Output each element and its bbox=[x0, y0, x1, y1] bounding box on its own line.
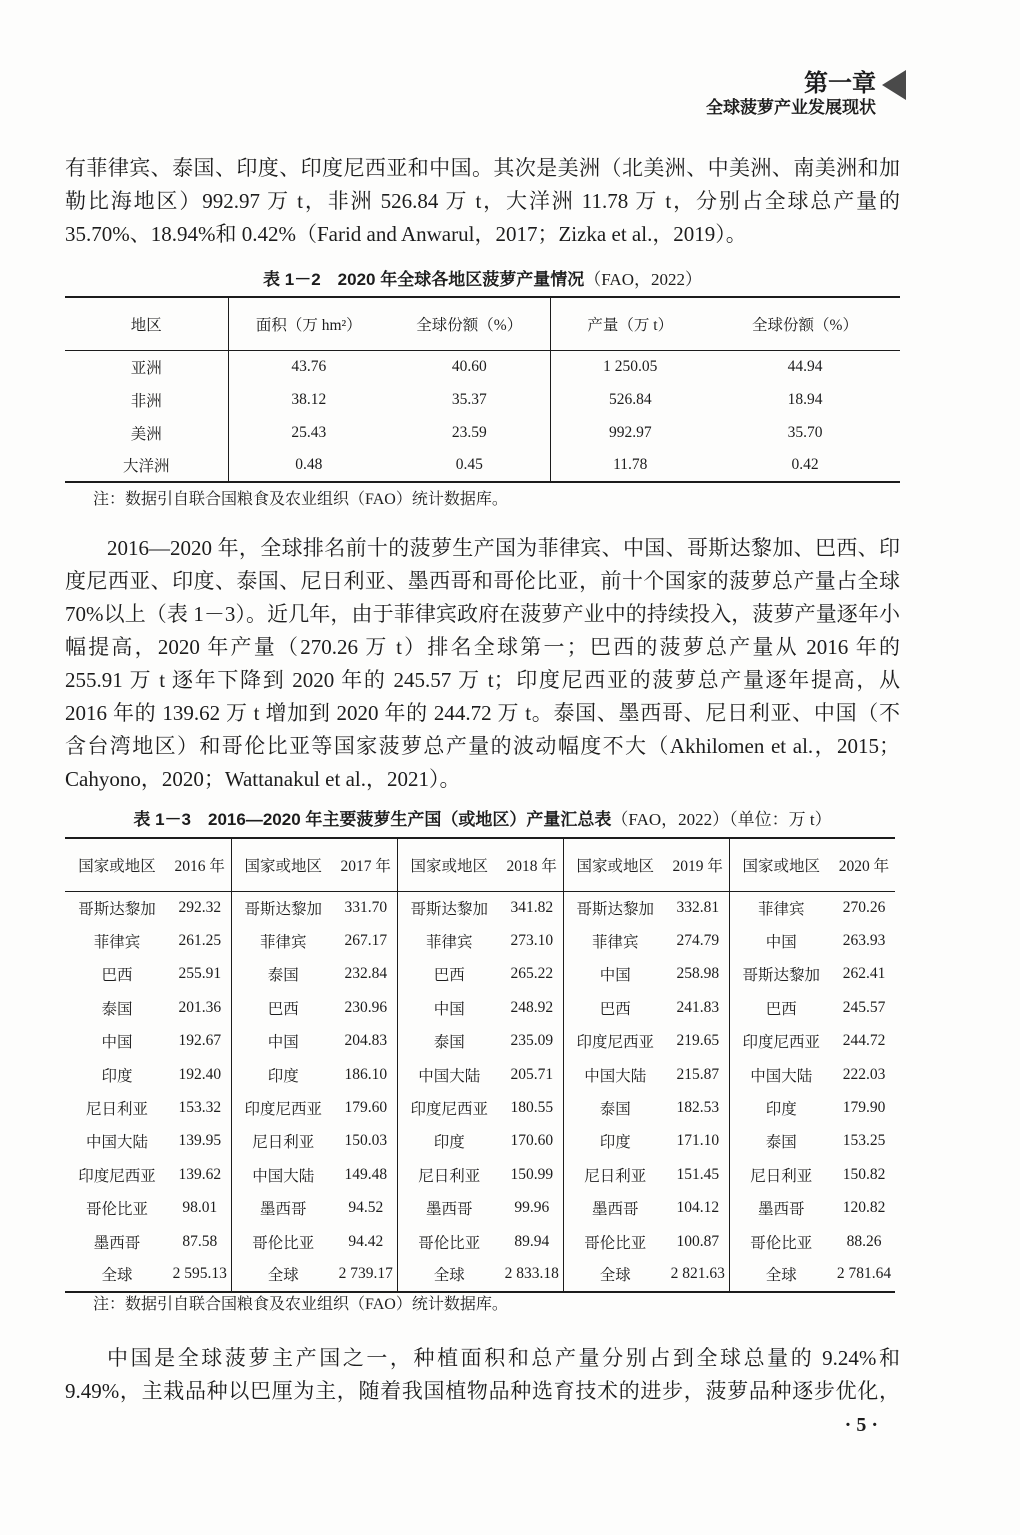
value-cell: 120.82 bbox=[842, 1199, 886, 1217]
value-cell: 179.90 bbox=[842, 1099, 886, 1117]
column-header: 2019 年 bbox=[667, 838, 729, 891]
value-cell: 230.96 bbox=[335, 991, 397, 1024]
table-head bbox=[65, 297, 900, 350]
table-body bbox=[65, 350, 900, 482]
table-row bbox=[65, 1125, 895, 1158]
region-cell: 哥斯达黎加 bbox=[244, 900, 322, 918]
column-header: 地区 bbox=[65, 297, 228, 350]
region-cell: 印度 bbox=[433, 1134, 465, 1152]
value-cell: 2 595.13 bbox=[169, 1258, 231, 1291]
table-1-3 bbox=[65, 837, 895, 1293]
text-line: 有菲律宾、泰国、印度、印度尼西亚和中国。其次是美洲（北美洲、中美洲、南美洲和加 bbox=[65, 156, 900, 180]
paragraph-3 bbox=[65, 1342, 900, 1408]
region-cell: 中国 bbox=[599, 967, 631, 985]
value-cell: 25.43 bbox=[291, 423, 327, 441]
table-row bbox=[65, 350, 900, 383]
table-1-3-note: 注：数据引自联合国粮食及农业组织（FAO）统计数据库。 bbox=[93, 1296, 508, 1313]
value-cell: 204.83 bbox=[335, 1025, 397, 1058]
region-cell: 哥伦比亚 bbox=[584, 1234, 647, 1252]
table-row bbox=[65, 1258, 895, 1291]
region-cell: 哥伦比亚 bbox=[85, 1201, 148, 1219]
region-cell: 尼日利亚 bbox=[418, 1167, 481, 1185]
region-cell: 中国大陆 bbox=[418, 1067, 481, 1085]
column-header: 全球份额（%） bbox=[389, 297, 550, 350]
value-cell: 171.10 bbox=[667, 1125, 729, 1158]
region-cell: 墨西哥 bbox=[425, 1201, 473, 1219]
value-cell: 88.26 bbox=[846, 1232, 882, 1250]
table-row bbox=[65, 416, 900, 449]
region-cell: 全球 bbox=[765, 1267, 797, 1285]
text-line: 2016 年的 139.62 万 t 增加到 2020 年的 244.72 万 t。泰国、墨西哥、尼日利亚、中国（不 bbox=[65, 701, 900, 725]
value-cell: 241.83 bbox=[667, 991, 729, 1024]
value-cell: 11.78 bbox=[613, 456, 648, 473]
text-line: Cahyono，2020；Wattanakul et al.，2021）。 bbox=[65, 767, 461, 791]
region-cell: 印度尼西亚 bbox=[576, 1034, 654, 1052]
value-cell: 255.91 bbox=[169, 958, 231, 991]
region-cell: 墨西哥 bbox=[93, 1234, 141, 1252]
value-cell: 151.45 bbox=[667, 1158, 729, 1191]
value-cell: 89.94 bbox=[501, 1225, 563, 1258]
text-line: 中国是全球菠萝主产国之一，种植面积和总产量分别占到全球总量的 9.24%和 bbox=[107, 1346, 900, 1370]
value-cell: 150.99 bbox=[501, 1158, 563, 1191]
value-cell: 1 250.05 bbox=[603, 357, 658, 375]
table-row bbox=[65, 991, 895, 1024]
region-cell: 巴西 bbox=[101, 967, 133, 985]
region-cell: 哥伦比亚 bbox=[750, 1234, 813, 1252]
value-cell: 38.12 bbox=[291, 390, 327, 408]
value-cell: 150.03 bbox=[335, 1125, 397, 1158]
table-row bbox=[65, 958, 895, 991]
chapter-label: 第一章 bbox=[804, 70, 876, 97]
region-cell: 泰国 bbox=[433, 1034, 465, 1052]
caption-title: 表 1－2 2020 年全球各地区菠萝产量情况 bbox=[263, 270, 585, 289]
column-header: 产量（万 t） bbox=[550, 297, 710, 350]
value-cell: 153.32 bbox=[169, 1091, 231, 1124]
header-row bbox=[65, 838, 895, 891]
value-cell: 170.60 bbox=[501, 1125, 563, 1158]
table-row bbox=[65, 1158, 895, 1191]
region-cell: 墨西哥 bbox=[591, 1201, 639, 1219]
region-cell: 中国 bbox=[765, 934, 797, 952]
region-cell: 印度 bbox=[101, 1067, 133, 1085]
region-cell: 墨西哥 bbox=[757, 1201, 805, 1219]
table-body bbox=[65, 891, 895, 1292]
region-cell: 印度尼西亚 bbox=[410, 1101, 488, 1119]
region-cell: 巴西 bbox=[267, 1000, 299, 1018]
value-cell: 98.01 bbox=[169, 1192, 231, 1225]
region-cell: 美洲 bbox=[65, 416, 228, 449]
paragraph-1 bbox=[65, 152, 900, 251]
region-cell: 印度 bbox=[765, 1101, 797, 1119]
table-1-2-caption bbox=[65, 269, 900, 291]
value-cell: 87.58 bbox=[169, 1225, 231, 1258]
value-cell: 94.52 bbox=[335, 1192, 397, 1225]
region-cell: 哥斯达黎加 bbox=[742, 967, 820, 985]
region-cell: 菲律宾 bbox=[757, 900, 805, 918]
table-row bbox=[65, 449, 900, 482]
text-line: 255.91 万 t 逐年下降到 2020 年的 245.57 万 t；印度尼西亚的菠萝总产量逐年提高，从 bbox=[65, 668, 900, 692]
value-cell: 248.92 bbox=[501, 991, 563, 1024]
value-cell: 2 781.64 bbox=[836, 1265, 892, 1283]
value-cell: 18.94 bbox=[787, 390, 823, 408]
table-row bbox=[65, 924, 895, 957]
region-cell: 全球 bbox=[101, 1267, 133, 1285]
region-cell: 中国大陆 bbox=[252, 1167, 315, 1185]
table-1-2 bbox=[65, 296, 900, 483]
value-cell: 99.96 bbox=[501, 1192, 563, 1225]
value-cell: 2 821.63 bbox=[667, 1258, 729, 1291]
table-row bbox=[65, 1192, 895, 1225]
region-cell: 哥斯达黎加 bbox=[78, 900, 156, 918]
caption-source: （FAO，2022） bbox=[584, 270, 702, 289]
column-header: 2017 年 bbox=[335, 838, 397, 891]
region-cell: 菲律宾 bbox=[259, 934, 307, 952]
region-cell: 哥伦比亚 bbox=[252, 1234, 315, 1252]
value-cell: 139.95 bbox=[169, 1125, 231, 1158]
value-cell: 180.55 bbox=[501, 1091, 563, 1124]
value-cell: 150.82 bbox=[842, 1165, 886, 1183]
value-cell: 262.41 bbox=[842, 965, 886, 983]
text-line: 勒比海地区）992.97 万 t，非洲 526.84 万 t，大洋洲 11.78 万 t，分别占全球总产量的 bbox=[65, 189, 900, 213]
value-cell: 100.87 bbox=[667, 1225, 729, 1258]
region-cell: 泰国 bbox=[267, 967, 299, 985]
table-row bbox=[65, 383, 900, 416]
region-cell: 巴西 bbox=[433, 967, 465, 985]
value-cell: 201.36 bbox=[169, 991, 231, 1024]
value-cell: 182.53 bbox=[667, 1091, 729, 1124]
column-header: 国家或地区 bbox=[65, 838, 169, 891]
text-line: 9.49%，主栽品种以巴厘为主，随着我国植物品种选育技术的进步，菠萝品种逐步优化， bbox=[65, 1379, 900, 1403]
region-cell: 大洋洲 bbox=[65, 449, 228, 482]
region-cell: 巴西 bbox=[599, 1000, 631, 1018]
region-cell: 中国大陆 bbox=[85, 1134, 148, 1152]
region-cell: 泰国 bbox=[101, 1000, 133, 1018]
value-cell: 244.72 bbox=[842, 1032, 886, 1050]
text-line: 70%以上（表 1－3）。近几年，由于菲律宾政府在菠萝产业中的持续投入，菠萝产量逐年小 bbox=[65, 602, 900, 626]
region-cell: 印度尼西亚 bbox=[742, 1034, 820, 1052]
region-cell: 中国大陆 bbox=[750, 1067, 813, 1085]
region-cell: 巴西 bbox=[765, 1000, 797, 1018]
text-line: 幅提高，2020 年产量（270.26 万 t）排名全球第一；巴西的菠萝总产量从 2016 年的 bbox=[65, 635, 900, 659]
value-cell: 139.62 bbox=[169, 1158, 231, 1191]
value-cell: 263.93 bbox=[842, 932, 886, 950]
value-cell: 332.81 bbox=[667, 891, 729, 924]
value-cell: 219.65 bbox=[667, 1025, 729, 1058]
paragraph-2 bbox=[65, 532, 900, 796]
value-cell: 273.10 bbox=[501, 924, 563, 957]
value-cell: 331.70 bbox=[335, 891, 397, 924]
text-line: 度尼西亚、印度、泰国、尼日利亚、墨西哥和哥伦比亚，前十个国家的菠萝总产量占全球 bbox=[65, 569, 900, 593]
region-cell: 非洲 bbox=[65, 383, 228, 416]
region-cell: 菲律宾 bbox=[591, 934, 639, 952]
value-cell: 274.79 bbox=[667, 924, 729, 957]
header-row bbox=[65, 297, 900, 350]
value-cell: 94.42 bbox=[335, 1225, 397, 1258]
region-cell: 泰国 bbox=[599, 1101, 631, 1119]
table-row bbox=[65, 1058, 895, 1091]
table-row bbox=[65, 1025, 895, 1058]
column-header: 国家或地区 bbox=[397, 838, 501, 891]
column-header: 2016 年 bbox=[169, 838, 231, 891]
region-cell: 全球 bbox=[599, 1267, 631, 1285]
region-cell: 哥斯达黎加 bbox=[576, 900, 654, 918]
region-cell: 印度 bbox=[267, 1067, 299, 1085]
value-cell: 153.25 bbox=[842, 1132, 886, 1150]
value-cell: 341.82 bbox=[501, 891, 563, 924]
column-header: 国家或地区 bbox=[729, 838, 833, 891]
column-header: 2018 年 bbox=[501, 838, 563, 891]
value-cell: 186.10 bbox=[335, 1058, 397, 1091]
region-cell: 哥伦比亚 bbox=[418, 1234, 481, 1252]
value-cell: 35.70 bbox=[787, 423, 823, 441]
region-cell: 印度尼西亚 bbox=[78, 1167, 156, 1185]
region-cell: 哥斯达黎加 bbox=[410, 900, 488, 918]
value-cell: 40.60 bbox=[389, 350, 550, 383]
value-cell: 179.60 bbox=[335, 1091, 397, 1124]
value-cell: 245.57 bbox=[842, 998, 886, 1016]
region-cell: 尼日利亚 bbox=[584, 1167, 647, 1185]
value-cell: 0.42 bbox=[791, 456, 819, 473]
value-cell: 43.76 bbox=[291, 357, 327, 375]
value-cell: 104.12 bbox=[667, 1192, 729, 1225]
caption-source: （FAO，2022）（单位：万 t） bbox=[611, 810, 832, 829]
value-cell: 292.32 bbox=[169, 891, 231, 924]
region-cell: 菲律宾 bbox=[425, 934, 473, 952]
region-cell: 尼日利亚 bbox=[252, 1134, 315, 1152]
region-cell: 亚洲 bbox=[65, 350, 228, 383]
value-cell: 205.71 bbox=[501, 1058, 563, 1091]
region-cell: 尼日利亚 bbox=[750, 1167, 813, 1185]
value-cell: 222.03 bbox=[842, 1065, 886, 1083]
value-cell: 235.09 bbox=[501, 1025, 563, 1058]
value-cell: 265.22 bbox=[501, 958, 563, 991]
value-cell: 2 833.18 bbox=[501, 1258, 563, 1291]
value-cell: 2 739.17 bbox=[335, 1258, 397, 1291]
region-cell: 泰国 bbox=[765, 1134, 797, 1152]
caption-title: 表 1－3 2016—2020 年主要菠萝生产国（或地区）产量汇总表 bbox=[133, 810, 612, 829]
column-header: 国家或地区 bbox=[563, 838, 667, 891]
value-cell: 261.25 bbox=[169, 924, 231, 957]
region-cell: 全球 bbox=[433, 1267, 465, 1285]
region-cell: 印度尼西亚 bbox=[244, 1101, 322, 1119]
region-cell: 菲律宾 bbox=[93, 934, 141, 952]
value-cell: 23.59 bbox=[389, 416, 550, 449]
chapter-title: 全球菠萝产业发展现状 bbox=[706, 98, 876, 117]
text-line: 2016—2020 年，全球排名前十的菠萝生产国为菲律宾、中国、哥斯达黎加、巴西、印 bbox=[107, 536, 900, 560]
value-cell: 232.84 bbox=[335, 958, 397, 991]
region-cell: 中国 bbox=[101, 1034, 133, 1052]
value-cell: 35.37 bbox=[389, 383, 550, 416]
value-cell: 270.26 bbox=[842, 898, 886, 916]
region-cell: 墨西哥 bbox=[259, 1201, 307, 1219]
column-header: 全球份额（%） bbox=[710, 297, 900, 350]
table-row bbox=[65, 1225, 895, 1258]
table-row bbox=[65, 1091, 895, 1124]
value-cell: 258.98 bbox=[667, 958, 729, 991]
region-cell: 印度 bbox=[599, 1134, 631, 1152]
value-cell: 267.17 bbox=[335, 924, 397, 957]
region-cell: 尼日利亚 bbox=[85, 1101, 148, 1119]
value-cell: 526.84 bbox=[608, 390, 652, 408]
text-line: 35.70%、18.94%和 0.42%（Farid and Anwarul，2017；Zizka et al.，2019）。 bbox=[65, 222, 747, 246]
column-header: 国家或地区 bbox=[231, 838, 335, 891]
value-cell: 992.97 bbox=[608, 423, 652, 441]
value-cell: 192.67 bbox=[169, 1025, 231, 1058]
table-head bbox=[65, 838, 895, 891]
table-1-3-caption bbox=[65, 809, 900, 831]
region-cell: 中国 bbox=[433, 1000, 465, 1018]
column-header: 面积（万 hm²） bbox=[228, 297, 389, 350]
value-cell: 215.87 bbox=[667, 1058, 729, 1091]
text-line: 含台湾地区）和哥伦比亚等国家菠萝总产量的波动幅度不大（Akhilomen et al.，2015； bbox=[65, 734, 900, 758]
region-cell: 中国 bbox=[267, 1034, 299, 1052]
region-cell: 全球 bbox=[267, 1267, 299, 1285]
table-1-2-note: 注：数据引自联合国粮食及农业组织（FAO）统计数据库。 bbox=[93, 491, 508, 508]
column-header: 2020 年 bbox=[833, 838, 895, 891]
value-cell: 149.48 bbox=[335, 1158, 397, 1191]
page-number: · 5 · bbox=[844, 1414, 878, 1436]
value-cell: 0.48 bbox=[295, 456, 323, 473]
triangle-marker-icon bbox=[882, 70, 906, 100]
region-cell: 中国大陆 bbox=[584, 1067, 647, 1085]
value-cell: 44.94 bbox=[787, 357, 823, 375]
table-row bbox=[65, 891, 895, 924]
value-cell: 192.40 bbox=[169, 1058, 231, 1091]
value-cell: 0.45 bbox=[389, 449, 550, 482]
